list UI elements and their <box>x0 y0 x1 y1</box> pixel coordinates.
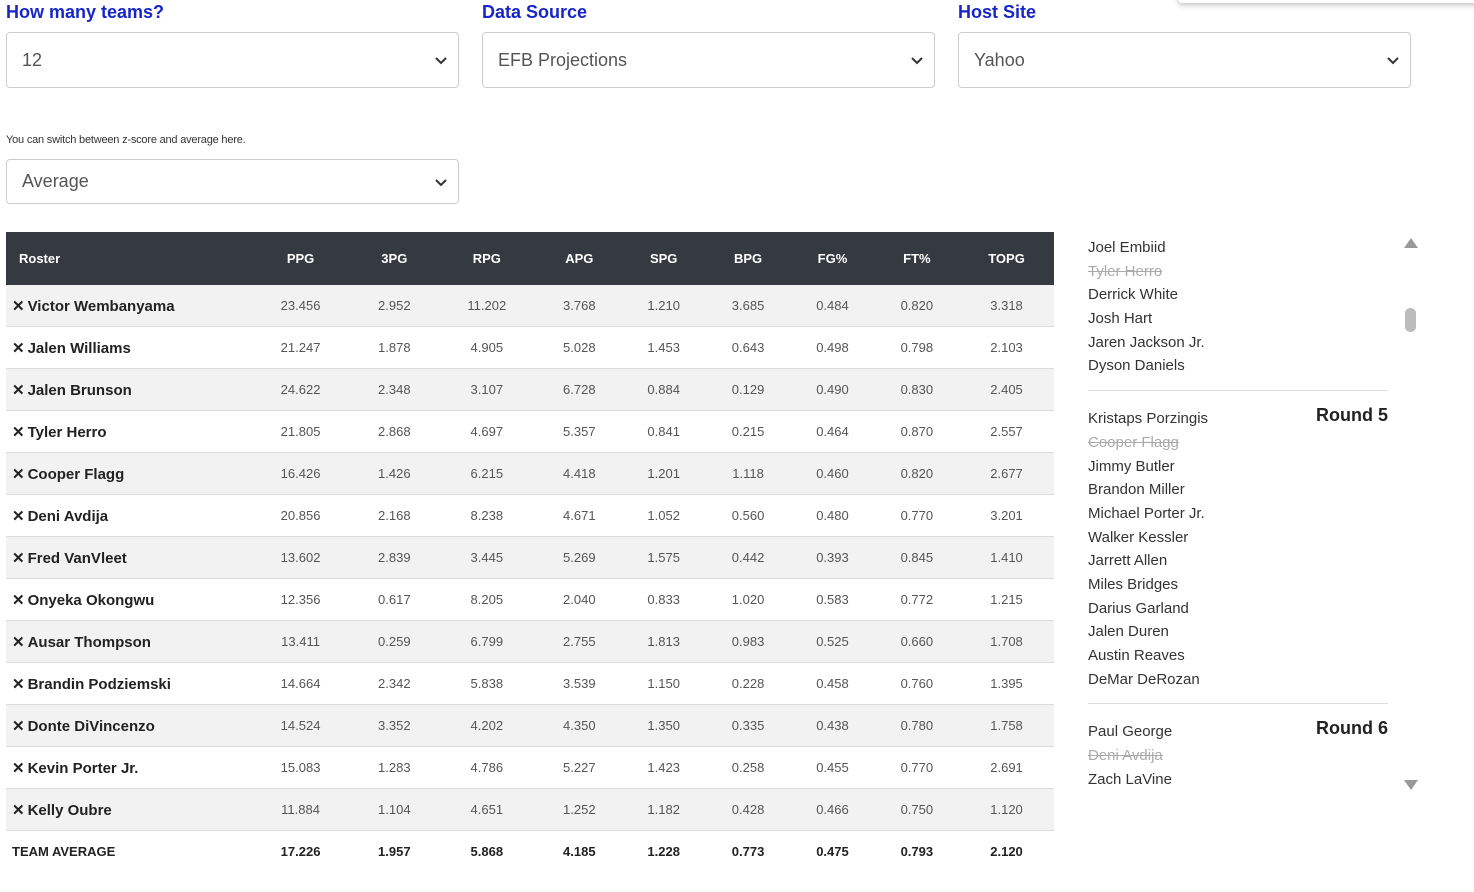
stat-cell: 4.697 <box>437 411 538 453</box>
mode-hint: You can switch between z-score and average here. <box>6 134 246 146</box>
remove-player-icon[interactable]: ✕ <box>12 507 25 525</box>
player-name-cell <box>6 621 249 663</box>
stat-cell: 0.228 <box>706 663 790 705</box>
source-select[interactable] <box>482 32 935 88</box>
column-header[interactable]: FT% <box>875 232 959 285</box>
player-name-cell <box>6 327 249 369</box>
player-name-cell <box>6 789 249 831</box>
remove-player-icon[interactable]: ✕ <box>12 591 25 609</box>
column-header[interactable]: APG <box>537 232 621 285</box>
draft-board-panel[interactable] <box>1088 236 1388 792</box>
stat-cell: 1.813 <box>621 621 705 663</box>
draft-round <box>1088 720 1388 792</box>
stat-cell: 0.583 <box>790 579 874 621</box>
stat-cell: 1.410 <box>959 537 1054 579</box>
stat-cell: 0.393 <box>790 537 874 579</box>
scroll-up-icon[interactable] <box>1404 238 1418 248</box>
stat-cell: 0.845 <box>875 537 959 579</box>
stat-cell: 0.750 <box>875 789 959 831</box>
chevron-down-icon <box>434 175 448 189</box>
available-player[interactable]: Jaren Jackson Jr. <box>1088 333 1205 351</box>
player-name-cell <box>6 453 249 495</box>
table-row <box>6 411 1054 453</box>
stat-cell: 21.247 <box>249 327 352 369</box>
stat-cell: 3.445 <box>437 537 538 579</box>
stat-cell: 14.664 <box>249 663 352 705</box>
stat-cell: 0.617 <box>352 579 436 621</box>
column-header[interactable]: FG% <box>790 232 874 285</box>
table-row <box>6 705 1054 747</box>
stat-cell: 1.210 <box>621 285 705 327</box>
team-average-cell: 2.120 <box>990 843 1023 859</box>
table-row <box>6 285 1054 327</box>
stat-cell: 8.205 <box>437 579 538 621</box>
stat-cell: 24.622 <box>249 369 352 411</box>
player-name: Onyeka Okongwu <box>27 591 155 609</box>
stat-cell: 0.820 <box>875 285 959 327</box>
stat-cell: 0.498 <box>790 327 874 369</box>
remove-player-icon[interactable]: ✕ <box>12 465 25 483</box>
table-row <box>6 621 1054 663</box>
player-name-cell <box>6 495 249 537</box>
stat-cell: 1.252 <box>537 789 621 831</box>
available-player[interactable]: Darius Garland <box>1088 599 1189 617</box>
table-row <box>6 663 1054 705</box>
stat-cell: 23.456 <box>249 285 352 327</box>
stat-cell: 1.350 <box>621 705 705 747</box>
source-select-value: EFB Projections <box>498 49 628 70</box>
stat-cell: 4.671 <box>537 495 621 537</box>
stat-cell: 21.805 <box>249 411 352 453</box>
stat-cell: 0.660 <box>875 621 959 663</box>
stat-cell: 0.560 <box>706 495 790 537</box>
stat-cell: 13.411 <box>249 621 352 663</box>
stat-cell: 14.524 <box>249 705 352 747</box>
available-player[interactable]: Dyson Daniels <box>1088 357 1185 375</box>
stat-cell: 0.335 <box>706 705 790 747</box>
column-header[interactable]: TOPG <box>959 232 1054 285</box>
table-row <box>6 327 1054 369</box>
stat-cell: 2.342 <box>352 663 436 705</box>
stat-cell: 2.348 <box>352 369 436 411</box>
stat-cell: 2.868 <box>352 411 436 453</box>
stat-cell: 0.780 <box>875 705 959 747</box>
stat-cell: 0.466 <box>790 789 874 831</box>
stat-cell: 0.438 <box>790 705 874 747</box>
stat-cell: 0.490 <box>790 369 874 411</box>
team-average-row <box>6 831 1054 872</box>
stat-cell: 1.201 <box>621 453 705 495</box>
stat-cell: 1.118 <box>706 453 790 495</box>
available-player[interactable]: Michael Porter Jr. <box>1088 504 1205 522</box>
stat-cell: 0.820 <box>875 453 959 495</box>
player-name: Fred VanVleet <box>27 549 127 567</box>
roster-body <box>6 285 1054 831</box>
stat-cell: 0.215 <box>706 411 790 453</box>
host-select[interactable] <box>958 32 1411 88</box>
player-name: Donte DiVincenzo <box>27 717 155 735</box>
stat-cell: 6.799 <box>437 621 538 663</box>
draft-round <box>1088 407 1388 704</box>
stat-cell: 2.755 <box>537 621 621 663</box>
table-row <box>6 369 1054 411</box>
player-name-cell <box>6 285 249 327</box>
stat-cell: 0.833 <box>621 579 705 621</box>
stat-cell: 2.691 <box>959 747 1054 789</box>
stat-cell: 12.356 <box>249 579 352 621</box>
stat-cell: 1.150 <box>621 663 705 705</box>
stat-cell: 3.539 <box>537 663 621 705</box>
stat-cell: 4.651 <box>437 789 538 831</box>
available-player[interactable]: Jalen Duren <box>1088 623 1169 641</box>
stat-cell: 4.350 <box>537 705 621 747</box>
available-player[interactable]: Jarrett Allen <box>1088 552 1168 570</box>
stat-cell: 0.884 <box>621 369 705 411</box>
player-name-cell <box>6 579 249 621</box>
stat-cell: 3.685 <box>706 285 790 327</box>
stat-cell: 0.460 <box>790 453 874 495</box>
available-player[interactable]: Walker Kessler <box>1088 528 1189 546</box>
available-player[interactable]: Miles Bridges <box>1088 575 1179 593</box>
stat-cell: 3.107 <box>437 369 538 411</box>
teams-select-value: 12 <box>22 49 43 70</box>
table-row <box>6 747 1054 789</box>
column-header[interactable]: BPG <box>706 232 790 285</box>
player-name: Brandin Podziemski <box>27 675 171 693</box>
stat-cell: 0.129 <box>706 369 790 411</box>
stat-cell: 4.202 <box>437 705 538 747</box>
team-average-cell: 0.773 <box>731 843 765 859</box>
remove-player-icon[interactable]: ✕ <box>12 381 25 399</box>
stat-cell: 1.215 <box>959 579 1054 621</box>
team-average-label: TEAM AVERAGE <box>12 843 116 859</box>
stat-cell: 13.602 <box>249 537 352 579</box>
remove-player-icon[interactable]: ✕ <box>12 633 25 651</box>
stat-cell: 1.758 <box>959 705 1054 747</box>
stat-cell: 0.983 <box>706 621 790 663</box>
host-label: Host Site <box>958 2 1037 22</box>
drafted-player[interactable]: Cooper Flagg <box>1088 433 1179 451</box>
remove-player-icon[interactable]: ✕ <box>12 759 25 777</box>
column-header[interactable]: SPG <box>621 232 705 285</box>
column-header-roster[interactable]: Roster <box>6 232 249 285</box>
player-name-cell <box>6 705 249 747</box>
stat-cell: 1.575 <box>621 537 705 579</box>
available-player[interactable]: Austin Reaves <box>1088 647 1185 664</box>
roster-table <box>6 232 1054 871</box>
team-average-cell: 1.228 <box>647 843 680 859</box>
player-name: Jalen Williams <box>27 339 131 357</box>
stat-cell: 11.202 <box>437 285 538 327</box>
stat-cell: 0.458 <box>790 663 874 705</box>
stat-cell: 8.238 <box>437 495 538 537</box>
stat-cell: 1.878 <box>352 327 436 369</box>
stat-cell: 1.426 <box>352 453 436 495</box>
available-player[interactable]: Jimmy Butler <box>1088 457 1175 475</box>
team-average-cell: 1.957 <box>378 843 411 859</box>
stat-cell: 5.838 <box>437 663 538 705</box>
team-average-cell: 17.226 <box>280 843 321 859</box>
scroll-down-icon[interactable] <box>1404 780 1418 790</box>
stat-cell: 20.856 <box>249 495 352 537</box>
mode-select-value: Average <box>22 171 89 191</box>
stat-cell: 5.227 <box>537 747 621 789</box>
player-name: Victor Wembanyama <box>27 297 175 315</box>
stat-cell: 5.357 <box>537 411 621 453</box>
drafted-player[interactable]: Tyler Herro <box>1088 262 1163 280</box>
stat-cell: 11.884 <box>249 789 352 831</box>
stat-cell: 0.770 <box>875 747 959 789</box>
stat-cell: 1.395 <box>959 663 1054 705</box>
stat-cell: 2.557 <box>959 411 1054 453</box>
available-player[interactable]: Paul George <box>1088 723 1173 741</box>
player-name-cell <box>6 369 249 411</box>
mode-select[interactable] <box>6 159 459 204</box>
stat-cell: 4.786 <box>437 747 538 789</box>
stat-cell: 0.525 <box>790 621 874 663</box>
stat-cell: 6.728 <box>537 369 621 411</box>
stat-cell: 2.952 <box>352 285 436 327</box>
stat-cell: 2.040 <box>537 579 621 621</box>
available-player[interactable]: Brandon Miller <box>1088 481 1185 499</box>
stat-cell: 0.643 <box>706 327 790 369</box>
host-select-value: Yahoo <box>974 49 1025 70</box>
stat-cell: 0.480 <box>790 495 874 537</box>
remove-player-icon[interactable]: ✕ <box>12 801 25 819</box>
stat-cell: 0.442 <box>706 537 790 579</box>
stat-cell: 2.405 <box>959 369 1054 411</box>
round-title: Round 5 <box>1316 405 1388 426</box>
stat-cell: 1.182 <box>621 789 705 831</box>
stat-cell: 0.841 <box>621 411 705 453</box>
stat-cell: 0.772 <box>875 579 959 621</box>
stat-cell: 0.258 <box>706 747 790 789</box>
stat-cell: 4.418 <box>537 453 621 495</box>
stat-cell: 3.768 <box>537 285 621 327</box>
stat-cell: 0.464 <box>790 411 874 453</box>
table-row <box>6 789 1054 831</box>
chevron-down-icon <box>1386 53 1400 67</box>
drafted-player[interactable]: Deni Avdija <box>1088 747 1163 765</box>
stat-cell: 2.168 <box>352 495 436 537</box>
remove-player-icon[interactable]: ✕ <box>12 717 25 735</box>
stat-cell: 5.028 <box>537 327 621 369</box>
stat-cell: 15.083 <box>249 747 352 789</box>
round-title: Round 6 <box>1316 718 1388 739</box>
stat-cell: 0.770 <box>875 495 959 537</box>
stat-cell: 3.352 <box>352 705 436 747</box>
player-name: Kelly Oubre <box>27 801 112 819</box>
team-average-cell: 0.475 <box>816 843 849 859</box>
stat-cell: 0.484 <box>790 285 874 327</box>
table-row <box>6 495 1054 537</box>
available-player[interactable]: Joel Embiid <box>1088 239 1166 256</box>
stat-cell: 2.103 <box>959 327 1054 369</box>
player-name: Tyler Herro <box>27 423 107 441</box>
remove-player-icon[interactable]: ✕ <box>12 339 25 357</box>
stat-cell: 2.677 <box>959 453 1054 495</box>
remove-player-icon[interactable]: ✕ <box>12 297 25 315</box>
stat-cell: 6.215 <box>437 453 538 495</box>
player-name: Kevin Porter Jr. <box>27 759 139 777</box>
stat-cell: 1.104 <box>352 789 436 831</box>
chevron-down-icon <box>910 53 924 67</box>
stat-cell: 3.318 <box>959 285 1054 327</box>
stat-cell: 1.453 <box>621 327 705 369</box>
team-average-cell: 0.793 <box>900 843 934 859</box>
player-name-cell <box>6 411 249 453</box>
table-row <box>6 453 1054 495</box>
source-label: Data Source <box>482 2 588 22</box>
chevron-down-icon <box>434 53 448 67</box>
draft-round <box>1088 236 1388 391</box>
stat-cell: 4.905 <box>437 327 538 369</box>
team-average-cell: 4.185 <box>563 843 596 859</box>
available-player[interactable]: Kristaps Porzingis <box>1088 410 1209 428</box>
stat-cell: 3.201 <box>959 495 1054 537</box>
available-player[interactable]: DeMar DeRozan <box>1088 670 1200 688</box>
popover-card-edge <box>1178 0 1474 3</box>
stat-cell: 0.760 <box>875 663 959 705</box>
stat-cell: 0.870 <box>875 411 959 453</box>
available-player[interactable]: Zach LaVine <box>1088 770 1172 788</box>
stat-cell: 1.120 <box>959 789 1054 831</box>
player-name-cell <box>6 747 249 789</box>
scrollbar-thumb[interactable] <box>1405 308 1416 332</box>
stat-cell: 1.708 <box>959 621 1054 663</box>
stat-cell: 0.830 <box>875 369 959 411</box>
stat-cell: 5.269 <box>537 537 621 579</box>
stat-cell: 0.259 <box>352 621 436 663</box>
teams-label: How many teams? <box>6 2 165 22</box>
stat-cell: 0.798 <box>875 327 959 369</box>
remove-player-icon[interactable]: ✕ <box>12 549 25 567</box>
stat-cell: 2.839 <box>352 537 436 579</box>
available-player[interactable]: Derrick White <box>1088 286 1179 304</box>
stat-cell: 1.423 <box>621 747 705 789</box>
table-row <box>6 579 1054 621</box>
player-name-cell <box>6 663 249 705</box>
column-header[interactable]: 3PG <box>352 232 436 285</box>
stat-cell: 1.052 <box>621 495 705 537</box>
player-name: Deni Avdija <box>27 507 109 525</box>
player-name-cell <box>6 537 249 579</box>
stat-cell: 0.455 <box>790 747 874 789</box>
table-header-row <box>6 232 1054 285</box>
player-name: Jalen Brunson <box>27 381 132 399</box>
stat-cell: 16.426 <box>249 453 352 495</box>
stat-cell: 0.428 <box>706 789 790 831</box>
table-row <box>6 537 1054 579</box>
team-average-cell: 5.868 <box>470 843 504 859</box>
stat-cell: 1.283 <box>352 747 436 789</box>
stat-cell: 1.020 <box>706 579 790 621</box>
remove-player-icon[interactable]: ✕ <box>12 423 25 441</box>
column-header[interactable]: RPG <box>437 232 538 285</box>
player-name: Ausar Thompson <box>27 633 151 651</box>
player-name: Cooper Flagg <box>27 465 125 483</box>
teams-select[interactable] <box>6 32 459 88</box>
remove-player-icon[interactable]: ✕ <box>12 675 25 693</box>
available-player[interactable]: Josh Hart <box>1088 310 1153 328</box>
column-header[interactable]: PPG <box>249 232 352 285</box>
